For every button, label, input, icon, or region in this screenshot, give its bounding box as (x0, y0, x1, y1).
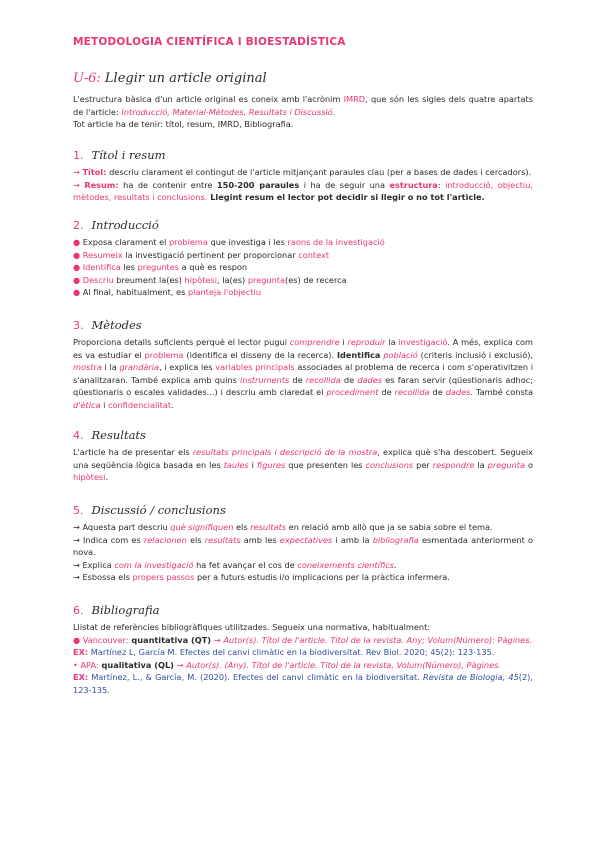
text: Exposa clarament el (82, 237, 169, 247)
section-heading-text: Bibliografia (91, 603, 160, 617)
keyword: mostra (73, 362, 102, 373)
unit-title: Llegir un article original (104, 71, 267, 86)
text: que presenten les (285, 459, 366, 470)
section-number: 6. (73, 604, 84, 617)
text: i ha de seguir una (299, 179, 390, 190)
keyword: Títol: (82, 167, 107, 177)
keyword: què signifiquen (170, 522, 234, 532)
text: de (429, 387, 446, 398)
bold-text: qualitativa (QL) (98, 659, 177, 670)
bullet-icon: ● (73, 634, 81, 645)
section-heading (73, 218, 533, 232)
section-number: 5. (73, 504, 84, 517)
keyword: planteja l'objectiu (187, 287, 262, 298)
text: i (248, 459, 257, 470)
section-heading-text: Resultats (91, 428, 146, 442)
keyword: propers passos (132, 572, 195, 583)
text: els (233, 522, 251, 532)
text: . També consta (470, 387, 533, 398)
bold-text: Llegint resum el lector pot decidir si llegir o no tot l'article. (207, 192, 485, 203)
keyword: Resum: (84, 179, 119, 190)
text: (identifica el disseny de la recerca). (183, 349, 337, 360)
keyword: figures (256, 459, 286, 470)
text: → Indica com es (73, 534, 144, 545)
bullet-item (73, 274, 533, 287)
section-heading (73, 503, 533, 517)
keyword: recollida (305, 374, 341, 385)
keyword: variables principals (215, 362, 295, 373)
text: : (437, 179, 446, 190)
section-heading (73, 148, 533, 162)
keyword: resultats (204, 534, 241, 545)
keyword: dades (445, 387, 471, 398)
bibliography-intro: Llistat de referències bibliogràfiques utilitzades. Segueix una normativa, habitualment: (73, 622, 431, 632)
example-text: (2), 123-135. (73, 672, 533, 695)
section-results (73, 428, 533, 484)
bullet-icon: ● (73, 262, 81, 273)
section-heading-text: Títol i resum (91, 148, 166, 162)
text: → Explica (73, 559, 115, 570)
arrow-icon: → (73, 167, 83, 177)
unit-heading (73, 71, 267, 86)
keyword: Vancouver: (82, 634, 129, 645)
text: a què es respon (179, 262, 248, 273)
bullet-item (73, 249, 533, 262)
text: de (378, 387, 395, 398)
bold-text: 150-200 paraules (216, 179, 300, 190)
text: L'article ha de presentar els (73, 447, 193, 457)
text: (es) de recerca (285, 274, 347, 285)
text: descriu clarament el contingut de l'article mitjançant paraules clau (per a bases de dades i cercadors). (106, 167, 532, 177)
bullet-item (73, 261, 533, 274)
unit-number: U-6: (73, 71, 101, 86)
keyword: confidencialitat (107, 399, 172, 410)
section-heading (73, 603, 533, 617)
keyword: grandària (119, 362, 160, 373)
text: . A més, explica com es va estudiar el (73, 337, 533, 360)
keyword: relacionen (143, 534, 187, 545)
section-bibliography (73, 603, 533, 697)
keyword: coneixements científics (297, 559, 395, 570)
keyword: pregunta (247, 274, 286, 285)
keyword: com la (114, 559, 142, 570)
intro-paragraph (73, 93, 533, 118)
text: o (525, 459, 534, 470)
vancouver-example (73, 646, 533, 659)
section-heading-text: Discussió / conclusions (91, 503, 226, 517)
keyword: Descriu (82, 274, 114, 285)
keyword: instruments (240, 374, 290, 385)
text: i amb la (332, 534, 373, 545)
arrow-icon: → (213, 634, 221, 645)
section-title-abstract (73, 148, 533, 204)
keyword: Resumeix (82, 249, 123, 260)
abstract-line (73, 179, 533, 204)
example-text: Martínez L, García M. Efectes del canvi climàtic en la biodiversitat. Rev Biol. 2020; 45(2): 123-135. (88, 647, 495, 658)
text: en relació amb allò que ja se sabia sobre el tema. (286, 522, 493, 532)
bullet-item (73, 286, 533, 299)
keyword: pregunta (487, 459, 526, 470)
section-heading (73, 318, 533, 332)
arrow-icon: → (176, 659, 184, 670)
keyword: preguntes (137, 262, 180, 273)
text: i (339, 337, 348, 347)
discussion-line (73, 534, 533, 559)
keyword: comprendre (289, 337, 340, 347)
keyword: població (383, 349, 418, 360)
bold-text: Identifica (336, 349, 381, 360)
bullet-icon: ● (73, 287, 81, 298)
keyword: reproduir (347, 337, 386, 347)
keyword: problema (168, 237, 208, 247)
text: per (413, 459, 433, 470)
keyword: investigació (398, 337, 448, 347)
intro-text: L'estructura bàsica d'un article original es coneix amb l'acrònim (73, 94, 344, 104)
section-heading (73, 428, 533, 442)
keyword: APA: (80, 659, 99, 670)
format-text: Autor(s). (Any). Títol de l'article. Títol de la revista, Volum(Número), Pàgines. (183, 659, 502, 670)
keyword: introducció, objectiu, mètodes, resultats i conclusions. (73, 179, 533, 203)
arrow-icon: → (73, 179, 85, 190)
keyword: expectatives (279, 534, 333, 545)
section-methods (73, 318, 533, 412)
text: de (340, 374, 358, 385)
text: per a futurs estudis i/o implicacions per la pràctica infermera. (194, 572, 450, 583)
bold-text: quantitativa (QT) (128, 634, 214, 645)
keyword: resultats principals i descripció de la mostra (192, 447, 378, 457)
keyword: procediment (326, 387, 379, 398)
text: esmentada anteriorment o nova. (73, 534, 533, 558)
keyword: raons de la investigació (287, 237, 385, 247)
apa-example (73, 671, 533, 696)
keyword: Identifica (82, 262, 121, 273)
text: i la (101, 362, 120, 373)
keyword: taules (223, 459, 249, 470)
keyword: hipòtesi (73, 472, 106, 483)
section-number: 2. (73, 219, 84, 232)
keyword: resultats (250, 522, 287, 532)
text: , i explica les (159, 362, 216, 373)
bullet-icon: • (73, 659, 78, 670)
text: i (100, 399, 108, 410)
text: es faran servir (qüestionaris adhoc; qüestionaris o escales validades...) i descriu amb claredat el (73, 374, 533, 398)
text: que investiga i les (207, 237, 288, 247)
bullet-icon: ● (73, 274, 81, 285)
discussion-line (73, 571, 533, 584)
text: breument la(es) (113, 274, 185, 285)
text: . (105, 472, 109, 483)
example-text: Revista de Biologia, 45 (423, 672, 519, 683)
keyword: conclusions (365, 459, 414, 470)
text: Proporciona detalls suficients perquè el lector pugui (73, 337, 290, 347)
text: . (171, 399, 174, 410)
section-number: 1. (73, 149, 84, 162)
intro-section (73, 93, 533, 131)
section-heading-text: Mètodes (91, 318, 142, 332)
keyword: d'ètica (73, 399, 101, 410)
keyword: dades (357, 374, 383, 385)
vancouver-line (73, 634, 533, 647)
bullet-icon: ● (73, 237, 81, 247)
text: . (394, 559, 397, 570)
text: associades al problema de recerca i com s'operativitzen i s'analitzaran. També explica amb quins (73, 362, 534, 385)
keyword: EX: (73, 647, 89, 658)
apa-line (73, 659, 533, 672)
methods-paragraph (73, 336, 533, 412)
keyword: estructura (389, 179, 438, 190)
discussion-line (73, 521, 533, 534)
keyword: EX: (73, 672, 89, 683)
text: la (385, 337, 399, 347)
keyword: context (298, 249, 330, 260)
text: ha fet avançar el cos de (193, 559, 298, 570)
text: → Esbossa els (73, 572, 133, 583)
text: , explica què s'ha descobert. Segueix una seqüència lògica basada en les (73, 447, 533, 470)
intro-line-2: Tot article ha de tenir: títol, resum, IMRD, Bibliografia. (73, 119, 294, 130)
section-discussion (73, 503, 533, 584)
text: les (120, 262, 138, 273)
intro-text: , que són les sigles dels quatre apartats de l'article: (73, 94, 533, 117)
text: els (186, 534, 205, 545)
text: (criteris inclusió i exclusió), (417, 349, 533, 360)
intro-sections: Introducció, Material-Mètodes, Resultats i Discussió. (121, 106, 336, 117)
text: la investigació pertinent per proporcionar (122, 249, 299, 260)
text: → Aquesta part descriu (73, 522, 171, 532)
text: de (289, 374, 306, 385)
discussion-line (73, 559, 533, 572)
section-introduction (73, 218, 533, 299)
section-number: 3. (73, 319, 84, 332)
text: , la(es) (217, 274, 248, 285)
text: ha de contenir entre (118, 179, 217, 190)
section-heading-text: Introducció (91, 218, 159, 232)
keyword: respondre (432, 459, 475, 470)
bullet-item (73, 236, 533, 249)
keyword: recollida (394, 387, 430, 398)
text: amb les (240, 534, 280, 545)
bullet-icon: ● (73, 249, 81, 260)
title-line (73, 166, 533, 179)
keyword: bibliografia (372, 534, 419, 545)
results-paragraph (73, 446, 533, 484)
text: la (474, 459, 488, 470)
intro-acronym: IMRD (343, 94, 366, 104)
example-text: Martínez, L., & García, M. (2020). Efectes del canvi climàtic en la biodiversitat. (88, 672, 423, 683)
section-number: 4. (73, 429, 84, 442)
document-title: METODOLOGIA CIENTÍFICA I BIOESTADÍSTICA (73, 36, 346, 48)
text: Al final, habitualment, es (82, 287, 188, 298)
keyword: investigació (144, 559, 194, 570)
format-text: Autor(s). Títol de l'article. Títol de la revista. Any; Volum(Número): Pàgines. (220, 634, 533, 645)
keyword: problema (144, 349, 184, 360)
keyword: hipòtesi (184, 274, 218, 285)
